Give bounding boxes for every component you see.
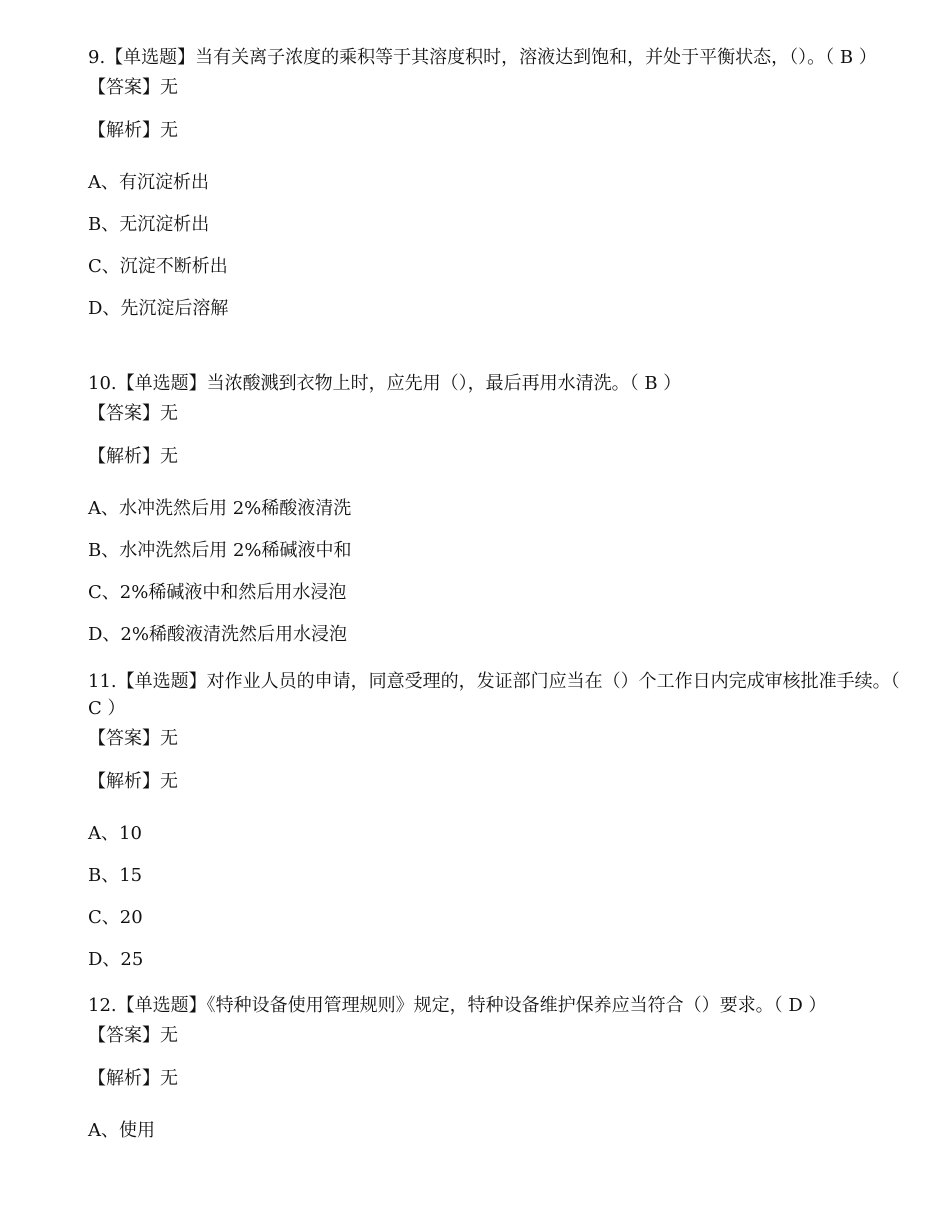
option-a: A、10 [88,823,142,844]
analysis-line: 【解析】无 [88,1068,178,1089]
option-b: B、无沉淀析出 [88,214,210,235]
answer-line: 【答案】无 [88,403,178,424]
answer-line: 【答案】无 [88,77,178,98]
question-12 [88,992,910,1144]
question-title: 11.【单选题】对作业人员的申请，同意受理的，发证部门应当在（）个工作日内完成审核批准手续。（ C ） [88,671,900,719]
option-c: C、2%稀碱液中和然后用水浸泡 [88,582,347,603]
question-title: 12.【单选题】《特种设备使用管理规则》规定，特种设备维护保养应当符合（）要求。（ D ） [88,995,827,1016]
option-list [88,495,910,648]
option-list [88,1117,910,1144]
option-d: D、2%稀酸液清洗然后用水浸泡 [88,624,347,645]
question-title: 10.【单选题】当浓酸溅到衣物上时，应先用（），最后再用水清洗。（ B ） [88,373,682,394]
option-list [88,820,910,973]
answer-line: 【答案】无 [88,728,178,749]
option-a: A、水冲洗然后用 2%稀酸液清洗 [88,498,352,519]
analysis-line: 【解析】无 [88,120,178,141]
option-a: A、使用 [88,1120,155,1141]
option-c: C、沉淀不断析出 [88,256,228,277]
question-9 [88,44,910,322]
question-title: 9.【单选题】当有关离子浓度的乘积等于其溶度积时，溶液达到饱和，并处于平衡状态，（）。（ B ） [88,47,877,68]
analysis-line: 【解析】无 [88,771,178,792]
option-b: B、15 [88,865,143,886]
analysis-line: 【解析】无 [88,446,178,467]
option-c: C、20 [88,907,143,928]
option-list [88,169,910,322]
option-d: D、先沉淀后溶解 [88,298,229,319]
option-a: A、有沉淀析出 [88,172,209,193]
question-11 [88,668,910,973]
answer-line: 【答案】无 [88,1025,178,1046]
option-d: D、25 [88,949,144,970]
option-b: B、水冲洗然后用 2%稀碱液中和 [88,540,352,561]
question-10 [88,370,910,648]
